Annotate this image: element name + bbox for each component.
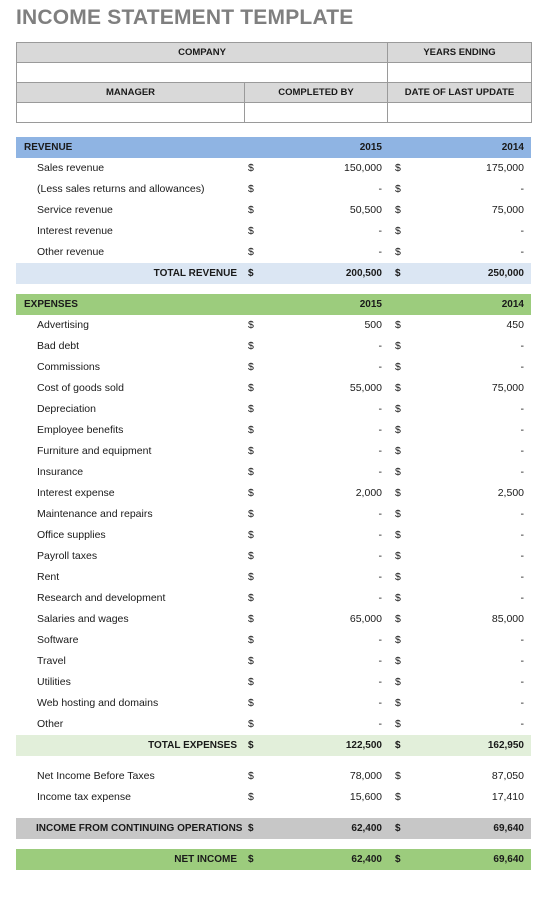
expense-line-label: Rent	[37, 571, 60, 583]
currency-symbol: $	[248, 466, 254, 478]
expense-line-value-2: -	[520, 529, 524, 541]
tax-line-value-1: 78,000	[349, 770, 382, 782]
completed-by-label: COMPLETED BY	[245, 83, 388, 103]
expense-line-value-1: -	[378, 592, 382, 604]
revenue-year-2: 2014	[501, 142, 524, 153]
currency-symbol: $	[248, 183, 254, 195]
expense-line-label: Insurance	[37, 466, 84, 478]
tax-line-value-1: 15,600	[349, 791, 382, 803]
expense-line-label: Utilities	[37, 676, 71, 688]
tax-line-row	[16, 766, 531, 787]
expense-line-row	[16, 588, 531, 609]
currency-symbol: $	[395, 697, 401, 709]
currency-symbol: $	[248, 319, 254, 331]
expense-line-label: Bad debt	[37, 340, 80, 352]
expense-line-value-2: -	[520, 718, 524, 730]
revenue-label: REVENUE	[24, 142, 73, 153]
expense-line-label: Other	[37, 718, 64, 730]
total-expenses-value-2: 162,950	[487, 740, 524, 751]
expense-line-value-2: -	[520, 445, 524, 457]
expense-line-row	[16, 567, 531, 588]
currency-symbol: $	[248, 508, 254, 520]
expenses-year-1: 2015	[359, 299, 382, 310]
expense-line-value-2: 75,000	[491, 382, 524, 394]
expense-line-row	[16, 525, 531, 546]
currency-symbol: $	[248, 592, 254, 604]
expenses-label: EXPENSES	[24, 299, 78, 310]
expense-line-value-1: -	[378, 634, 382, 646]
page-title: INCOME STATEMENT TEMPLATE	[16, 6, 354, 29]
expense-line-value-1: 55,000	[349, 382, 382, 394]
revenue-line-value-2: -	[520, 183, 524, 195]
revenue-line-value-2: -	[520, 246, 524, 258]
net-income-value-2: 69,640	[493, 854, 524, 865]
expense-line-row	[16, 714, 531, 735]
manager-field[interactable]	[17, 103, 245, 123]
expense-line-value-1: 65,000	[349, 613, 382, 625]
currency-symbol: $	[248, 225, 254, 237]
revenue-line-row	[16, 242, 531, 263]
expense-line-value-1: -	[378, 361, 382, 373]
expense-line-row	[16, 357, 531, 378]
currency-symbol: $	[395, 340, 401, 352]
currency-symbol: $	[248, 445, 254, 457]
net-income-value-1: 62,400	[351, 854, 382, 865]
currency-symbol: $	[395, 529, 401, 541]
revenue-year-1: 2015	[359, 142, 382, 153]
expenses-rows	[16, 315, 531, 735]
total-expenses-value-1: 122,500	[345, 740, 382, 751]
expense-line-row	[16, 693, 531, 714]
continuing-operations-section	[16, 818, 531, 839]
currency-symbol: $	[395, 592, 401, 604]
expense-line-label: Advertising	[37, 319, 89, 331]
revenue-line-row	[16, 179, 531, 200]
continuing-operations-row	[16, 818, 531, 839]
currency-symbol: $	[395, 246, 401, 258]
expense-line-value-1: -	[378, 571, 382, 583]
tax-line-value-2: 17,410	[491, 791, 524, 803]
tax-line-row	[16, 787, 531, 808]
currency-symbol: $	[395, 550, 401, 562]
currency-symbol: $	[248, 268, 254, 279]
revenue-line-value-1: 150,000	[344, 162, 382, 174]
continuing-operations-label: INCOME FROM CONTINUING OPERATIONS	[36, 823, 243, 834]
expense-line-value-2: -	[520, 655, 524, 667]
expense-line-value-1: -	[378, 466, 382, 478]
continuing-operations-value-1: 62,400	[351, 823, 382, 834]
currency-symbol: $	[395, 424, 401, 436]
currency-symbol: $	[248, 340, 254, 352]
expense-line-row	[16, 420, 531, 441]
revenue-line-value-1: -	[378, 246, 382, 258]
expense-line-label: Depreciation	[37, 403, 96, 415]
expense-line-row	[16, 672, 531, 693]
date-of-last-update-field[interactable]	[388, 103, 532, 123]
expense-line-row	[16, 441, 531, 462]
expense-line-value-1: -	[378, 550, 382, 562]
expense-line-label: Cost of goods sold	[37, 382, 124, 394]
expense-line-label: Software	[37, 634, 79, 646]
currency-symbol: $	[248, 718, 254, 730]
expenses-header-row	[16, 294, 531, 315]
currency-symbol: $	[395, 655, 401, 667]
expense-line-label: Office supplies	[37, 529, 106, 541]
expense-line-value-1: -	[378, 718, 382, 730]
currency-symbol: $	[248, 382, 254, 394]
total-revenue-value-1: 200,500	[345, 268, 382, 279]
currency-symbol: $	[248, 424, 254, 436]
expense-line-label: Furniture and equipment	[37, 445, 152, 457]
currency-symbol: $	[395, 718, 401, 730]
revenue-line-label: Other revenue	[37, 246, 105, 258]
expense-line-label: Interest expense	[37, 487, 115, 499]
expense-line-value-1: 2,000	[355, 487, 382, 499]
expense-line-row	[16, 399, 531, 420]
revenue-line-label: Sales revenue	[37, 162, 105, 174]
currency-symbol: $	[248, 487, 254, 499]
expense-line-value-2: -	[520, 424, 524, 436]
currency-symbol: $	[248, 571, 254, 583]
expense-line-value-2: -	[520, 466, 524, 478]
company-label: COMPANY	[17, 43, 388, 63]
expense-line-label: Payroll taxes	[37, 550, 98, 562]
currency-symbol: $	[248, 740, 254, 751]
revenue-line-label: Interest revenue	[37, 225, 113, 237]
currency-symbol: $	[395, 613, 401, 625]
expense-line-row	[16, 378, 531, 399]
revenue-header-row	[16, 137, 531, 158]
tax-line-value-2: 87,050	[491, 770, 524, 782]
currency-symbol: $	[395, 487, 401, 499]
expense-line-value-2: -	[520, 634, 524, 646]
tax-line-label: Income tax expense	[37, 791, 131, 803]
currency-symbol: $	[248, 823, 254, 834]
currency-symbol: $	[395, 676, 401, 688]
expense-line-label: Salaries and wages	[37, 613, 129, 625]
currency-symbol: $	[248, 204, 254, 216]
header-info-table	[16, 42, 532, 123]
expenses-section	[16, 294, 531, 756]
continuing-operations-value-2: 69,640	[493, 823, 524, 834]
expense-line-row	[16, 504, 531, 525]
expense-line-value-2: 85,000	[491, 613, 524, 625]
net-income-row	[16, 849, 531, 870]
total-expenses-row	[16, 735, 531, 756]
revenue-section	[16, 137, 531, 284]
expense-line-value-1: -	[378, 655, 382, 667]
expense-line-label: Travel	[37, 655, 66, 667]
revenue-line-row	[16, 221, 531, 242]
expense-line-row	[16, 483, 531, 504]
currency-symbol: $	[248, 676, 254, 688]
expense-line-value-1: -	[378, 424, 382, 436]
currency-symbol: $	[248, 162, 254, 174]
expense-line-value-2: -	[520, 403, 524, 415]
expense-line-row	[16, 315, 531, 336]
currency-symbol: $	[395, 854, 401, 865]
expense-line-value-2: 450	[506, 319, 524, 331]
currency-symbol: $	[395, 382, 401, 394]
expenses-year-2: 2014	[501, 299, 524, 310]
expense-line-value-1: -	[378, 445, 382, 457]
company-field[interactable]	[17, 63, 388, 83]
currency-symbol: $	[248, 529, 254, 541]
revenue-line-value-2: 175,000	[486, 162, 524, 174]
revenue-line-row	[16, 158, 531, 179]
currency-symbol: $	[395, 268, 401, 279]
expense-line-row	[16, 462, 531, 483]
expense-line-value-1: -	[378, 676, 382, 688]
expense-line-row	[16, 630, 531, 651]
currency-symbol: $	[395, 204, 401, 216]
currency-symbol: $	[395, 791, 401, 803]
expense-line-value-2: -	[520, 361, 524, 373]
currency-symbol: $	[395, 740, 401, 751]
expense-line-label: Web hosting and domains	[37, 697, 159, 709]
currency-symbol: $	[395, 403, 401, 415]
currency-symbol: $	[395, 770, 401, 782]
expense-line-label: Commissions	[37, 361, 101, 373]
date-of-last-update-label: DATE OF LAST UPDATE	[388, 83, 532, 103]
expense-line-value-1: -	[378, 697, 382, 709]
taxes-rows	[16, 766, 531, 808]
currency-symbol: $	[248, 361, 254, 373]
expense-line-value-2: -	[520, 340, 524, 352]
currency-symbol: $	[248, 854, 254, 865]
total-revenue-label: TOTAL REVENUE	[153, 268, 237, 279]
currency-symbol: $	[395, 823, 401, 834]
years-ending-field[interactable]	[388, 63, 532, 83]
currency-symbol: $	[248, 697, 254, 709]
revenue-line-value-1: 50,500	[349, 204, 382, 216]
expense-line-value-2: -	[520, 676, 524, 688]
currency-symbol: $	[395, 225, 401, 237]
expense-line-label: Research and development	[37, 592, 166, 604]
currency-symbol: $	[395, 319, 401, 331]
currency-symbol: $	[248, 246, 254, 258]
expense-line-value-2: 2,500	[497, 487, 524, 499]
expense-line-row	[16, 651, 531, 672]
currency-symbol: $	[395, 183, 401, 195]
currency-symbol: $	[395, 508, 401, 520]
currency-symbol: $	[395, 162, 401, 174]
revenue-line-label: (Less sales returns and allowances)	[37, 183, 205, 195]
revenue-line-row	[16, 200, 531, 221]
total-revenue-value-2: 250,000	[487, 268, 524, 279]
manager-label: MANAGER	[17, 83, 245, 103]
expense-line-label: Employee benefits	[37, 424, 124, 436]
revenue-line-value-1: -	[378, 183, 382, 195]
revenue-line-value-1: -	[378, 225, 382, 237]
completed-by-field[interactable]	[245, 103, 388, 123]
currency-symbol: $	[248, 403, 254, 415]
currency-symbol: $	[248, 770, 254, 782]
expense-line-value-2: -	[520, 571, 524, 583]
expense-line-value-2: -	[520, 508, 524, 520]
expense-line-label: Maintenance and repairs	[37, 508, 153, 520]
total-revenue-row	[16, 263, 531, 284]
expense-line-value-1: -	[378, 508, 382, 520]
currency-symbol: $	[395, 445, 401, 457]
currency-symbol: $	[248, 613, 254, 625]
currency-symbol: $	[395, 634, 401, 646]
expense-line-value-2: -	[520, 592, 524, 604]
currency-symbol: $	[248, 550, 254, 562]
currency-symbol: $	[395, 466, 401, 478]
revenue-line-value-2: -	[520, 225, 524, 237]
taxes-section	[16, 766, 531, 808]
revenue-line-label: Service revenue	[37, 204, 113, 216]
currency-symbol: $	[395, 571, 401, 583]
currency-symbol: $	[248, 655, 254, 667]
currency-symbol: $	[248, 634, 254, 646]
expense-line-value-1: -	[378, 403, 382, 415]
currency-symbol: $	[248, 791, 254, 803]
expense-line-row	[16, 609, 531, 630]
expense-line-value-1: 500	[364, 319, 382, 331]
expense-line-row	[16, 336, 531, 357]
expense-line-row	[16, 546, 531, 567]
net-income-section	[16, 849, 531, 870]
total-expenses-label: TOTAL EXPENSES	[148, 740, 237, 751]
revenue-line-value-2: 75,000	[491, 204, 524, 216]
currency-symbol: $	[395, 361, 401, 373]
revenue-rows	[16, 158, 531, 263]
expense-line-value-1: -	[378, 529, 382, 541]
expense-line-value-1: -	[378, 340, 382, 352]
tax-line-label: Net Income Before Taxes	[37, 770, 155, 782]
expense-line-value-2: -	[520, 550, 524, 562]
expense-line-value-2: -	[520, 697, 524, 709]
years-ending-label: YEARS ENDING	[388, 43, 532, 63]
net-income-label: NET INCOME	[174, 854, 237, 865]
